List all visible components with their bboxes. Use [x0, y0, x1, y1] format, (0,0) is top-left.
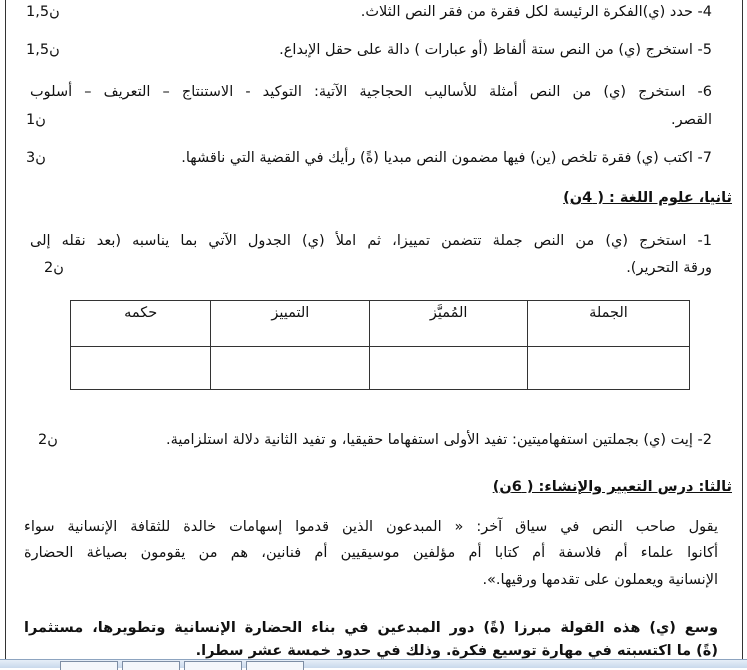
- quote-line-3: الإنسانية ويعملون على تقدمها ورقيها.».: [482, 572, 718, 588]
- table-cell: [71, 347, 211, 390]
- table-cell: [370, 347, 528, 390]
- header-mumayyaz: المُميَّز: [370, 301, 528, 347]
- task-line-1: وسع (ي) هذه القولة مبرزا (ةً) دور المبدعين في بناء الحضارة الإنسانية وتطويرها، مستثمرا: [24, 620, 718, 636]
- question-6-points: 1ن: [26, 112, 46, 128]
- tamyiz-table: [70, 300, 690, 390]
- header-tamyiz: التمييز: [211, 301, 370, 347]
- question-4-points: 1,5ن: [26, 4, 60, 20]
- section2-q1-cont: ورقة التحرير).: [626, 260, 712, 276]
- question-6: 6- استخرج (ي) من النص أمثلة للأساليب الحجاجية الآتية: التوكيد - الاستنتاج – التعريف – أسلوب: [30, 84, 712, 100]
- quote-line-1: يقول صاحب النص في سياق آخر: « المبدعون الذين قدموا إسهامات خالدة للثقافة الإنسانية سواء: [24, 519, 718, 535]
- taskbar-button[interactable]: [60, 661, 118, 670]
- section3-heading: ثالثا: درس التعبير والإنشاء: ( 6ن): [492, 479, 732, 495]
- table-cell: [211, 347, 370, 390]
- taskbar-button[interactable]: [246, 661, 304, 670]
- quote-line-2: أكانوا علماء أم فلاسفة أم كتابا أم مؤلفين موسيقيين أم فنانين، هم من يقومون بصياغة الحضارة: [24, 545, 718, 561]
- question-6-cont: القصر.: [671, 112, 712, 128]
- header-ruling: حكمه: [71, 301, 211, 347]
- table-row: [71, 347, 690, 390]
- table-cell: [527, 347, 689, 390]
- table-header-row: [71, 301, 690, 347]
- taskbar-button[interactable]: [122, 661, 180, 670]
- section2-q1-points: 2ن: [44, 260, 64, 276]
- taskbar-button[interactable]: [184, 661, 242, 670]
- section2-q2-points: 2ن: [38, 432, 58, 448]
- section2-heading: ثانيا، علوم اللغة : ( 4ن): [563, 190, 732, 206]
- header-sentence: الجملة: [527, 301, 689, 347]
- question-5: 5- استخرج (ي) من النص ستة ألفاظ (أو عبارات ) دالة على حقل الإبداع.: [279, 42, 712, 58]
- section2-q1: 1- استخرج (ي) من النص جملة تتضمن تمييزا، ثم املأ (ي) الجدول الآتي بما يناسبه (بعد نقله إلى: [30, 233, 712, 249]
- task-line-2: (ةً) ما اكتسبته في مهارة توسيع فكرة. وذلك في حدود خمسة عشر سطرا.: [195, 643, 718, 659]
- section2-q2: 2- إيت (ي) بجملتين استفهاميتين: تفيد الأولى استفهاما حقيقيا، و تفيد الثانية دلالة استلزامية.: [166, 432, 712, 448]
- question-5-points: 1,5ن: [26, 42, 60, 58]
- question-7-points: 3ن: [26, 150, 46, 166]
- question-7: 7- اكتب (ي) فقرة تلخص (ين) فيها مضمون النص مبديا (ةً) رأيك في القضية التي ناقشها.: [181, 150, 712, 166]
- question-4: 4- حدد (ي)الفكرة الرئيسة لكل فقرة من فقر النص الثلاث.: [360, 4, 712, 20]
